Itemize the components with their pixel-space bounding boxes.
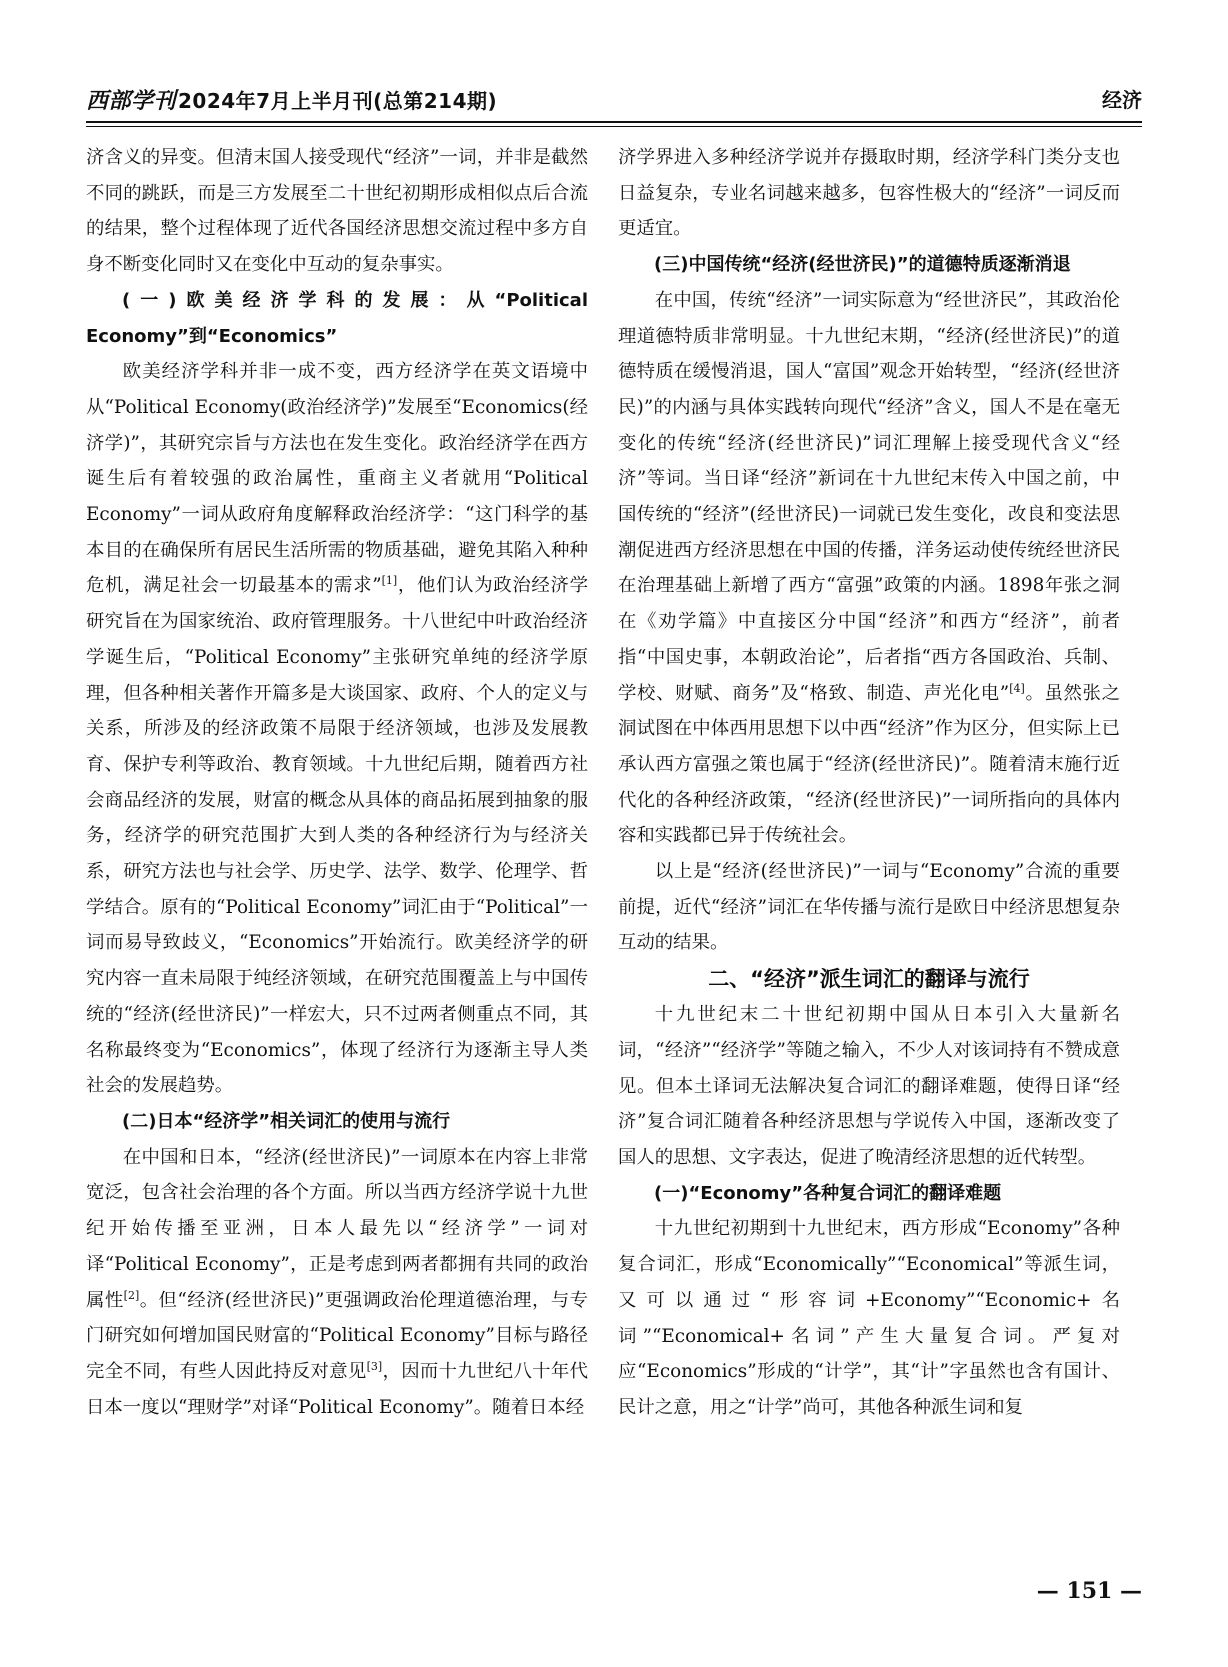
paragraph	[86, 1140, 588, 1426]
paragraph: 以上是“经济(经世济民)”一词与“Economy”合流的重要前提，近代“经济”词汇在华传播与流行是欧日中经济思想复杂互动的结果。	[618, 861, 1120, 954]
citation-ref: [4]	[1009, 681, 1025, 695]
paragraph: 济学界进入多种经济学说并存摄取时期，经济学科门类分支也日益复杂，专业名词越来越多，包容性极大的“经济”一词反而更适宜。	[618, 147, 1120, 240]
subsection-heading: (二)日本“经济学”相关词汇的使用与流行	[122, 1110, 451, 1132]
journal-title	[86, 84, 497, 115]
section-heading: 二、“经济”派生词汇的翻译与流行	[708, 967, 1030, 992]
section-label: 经济	[1102, 88, 1142, 112]
paragraph: 济含义的异变。但清末国人接受现代“经济”一词，并非是截然不同的跳跃，而是三方发展至二十世纪初期形成相似点后合流的结果，整个过程体现了近代各国经济思想交流过程中多方自身不断变化同时又在变化中互动的复杂事实。	[86, 147, 588, 276]
right-column	[618, 140, 1120, 1426]
paragraph-text: 在中国和日本，“经济(经世济民)”一词原本在内容上非常宽泛，包含社会治理的各个方面。所以当西方经济学说十九世纪开始传播至亚洲，日本人最先以“经济学”一词对译“Political Economy”，正是考虑到两者都拥有共同的政治属性	[86, 1146, 588, 1311]
journal-logo: 西部学刊	[86, 88, 177, 114]
paragraph-text: ，因而十九世纪八十年代日本一度以“理财学”对译“Political Economy”。随着日本经	[86, 1360, 588, 1418]
paragraph: 十九世纪末二十世纪初期中国从日本引入大量新名词，“经济”“经济学”等随之输入，不少人对该词持有不赞成意见。但本土译词无法解决复合词汇的翻译难题，使得日译“经济”复合词汇随着各种经济思想与学说传入中国，逐渐改变了国人的思想、文字表达，促进了晚清经济思想的近代转型。	[618, 1004, 1120, 1168]
citation-ref: [1]	[381, 574, 398, 588]
left-column	[86, 140, 588, 1425]
paragraph-text: 。但“经济(经世济民)”更强调政治伦理道德治理，与专门研究如何增加国民财富的“Political Economy”目标与路径完全不同，有些人因此持反对意见	[86, 1289, 588, 1382]
paragraph: 十九世纪初期到十九世纪末，西方形成“Economy”各种复合词汇，形成“Economically”“Economical”等派生词，又可以通过“形容词+Economy”“Economic+名词”“Economical+名词”产生大量复合词。严复对应“Economics”形成的“计学”，其“计”字虽然也含有国计、民计之意，用之“计学”尚可，其他各种派生词和复	[618, 1218, 1120, 1418]
running-header	[86, 84, 1142, 124]
header-rule-thin	[86, 126, 1142, 127]
citation-ref: [3]	[366, 1359, 383, 1373]
subsection-heading: (三)中国传统“经济(经世济民)”的道德特质逐渐消退	[654, 254, 1071, 276]
paragraph-text: ，他们认为政治经济学研究旨在为国家统治、政府管理服务。十八世纪中叶政治经济学诞生后，“Political Economy”主张研究单纯的经济学原理，但各种相关著作开篇多是大谈国家、政府、个人的定义与关系，所涉及的经济政策不局限于经济领域，也涉及发展教育、保护专利等政治、教育领域。十九世纪后期，随着西方社会商品经济的发展，财富的概念从具体的商品拓展到抽象的服务，经济学的研究范围扩大到人类的各种经济行为与经济关系，研究方法也与社会学、历史学、法学、数学、伦理学、哲学结合。原有的“Political Economy”词汇由于“Political”一词而易导致歧义，“Economics”开始流行。欧美经济学的研究内容一直未局限于纯经济领域，在研究范围覆盖上与中国传统的“经济(经世济民)”一样宏大，只不过两者侧重点不同，其名称最终变为“Economics”，体现了经济行为逐渐主导人类社会的发展趋势。	[86, 575, 588, 1097]
paragraph	[86, 354, 588, 1104]
subsection-heading: (一)欧美经济学科的发展：从“Political Economy”到“Economics”	[86, 289, 588, 347]
issue-info: 2024年7月上半月刊(总第214期)	[178, 89, 498, 113]
paragraph	[618, 283, 1120, 854]
paragraph-text: 欧美经济学科并非一成不变，西方经济学在英文语境中从“Political Economy(政治经济学)”发展至“Economics(经济学)”，其研究宗旨与方法也在发生变化。政治经济学在西方诞生后有着较强的政治属性，重商主义者就用“Political Economy”一词从政府角度解释政治经济学：“这门科学的基本目的在确保所有居民生活所需的物质基础，避免其陷入种种危机，满足社会一切最基本的需求”	[86, 361, 588, 597]
paragraph-text: 在中国，传统“经济”一词实际意为“经世济民”，其政治伦理道德特质非常明显。十九世纪末期，“经济(经世济民)”的道德特质在缓慢消退，国人“富国”观念开始转型，“经济(经世济民)”的内涵与具体实践转向现代“经济”含义，国人不是在毫无变化的传统“经济(经世济民)”词汇理解上接受现代含义“经济”等词。当日译“经济”新词在十九世纪末传入中国之前，中国传统的“经济”(经世济民)一词就已发生变化，改良和变法思潮促进西方经济思想在中国的传播，洋务运动使传统经世济民在治理基础上新增了西方“富强”政策的内涵。1898年张之洞在《劝学篇》中直接区分中国“经济”和西方“经济”，前者指“中国史事，本朝政治论”，后者指“西方各国政治、兵制、学校、财赋、商务”及“格致、制造、声光化电”	[618, 289, 1120, 704]
citation-ref: [2]	[123, 1288, 140, 1302]
page-number: — 151 —	[1036, 1578, 1142, 1604]
paragraph-text: 。虽然张之洞试图在中体西用思想下以中西“经济”作为区分，但实际上已承认西方富强之策也属于“经济(经世济民)”。随着清末施行近代化的各种经济政策，“经济(经世济民)”一词所指向的具体内容和实践都已异于传统社会。	[618, 682, 1120, 847]
subsection-heading: (一)“Economy”各种复合词汇的翻译难题	[654, 1182, 1002, 1204]
header-rule	[86, 121, 1142, 123]
